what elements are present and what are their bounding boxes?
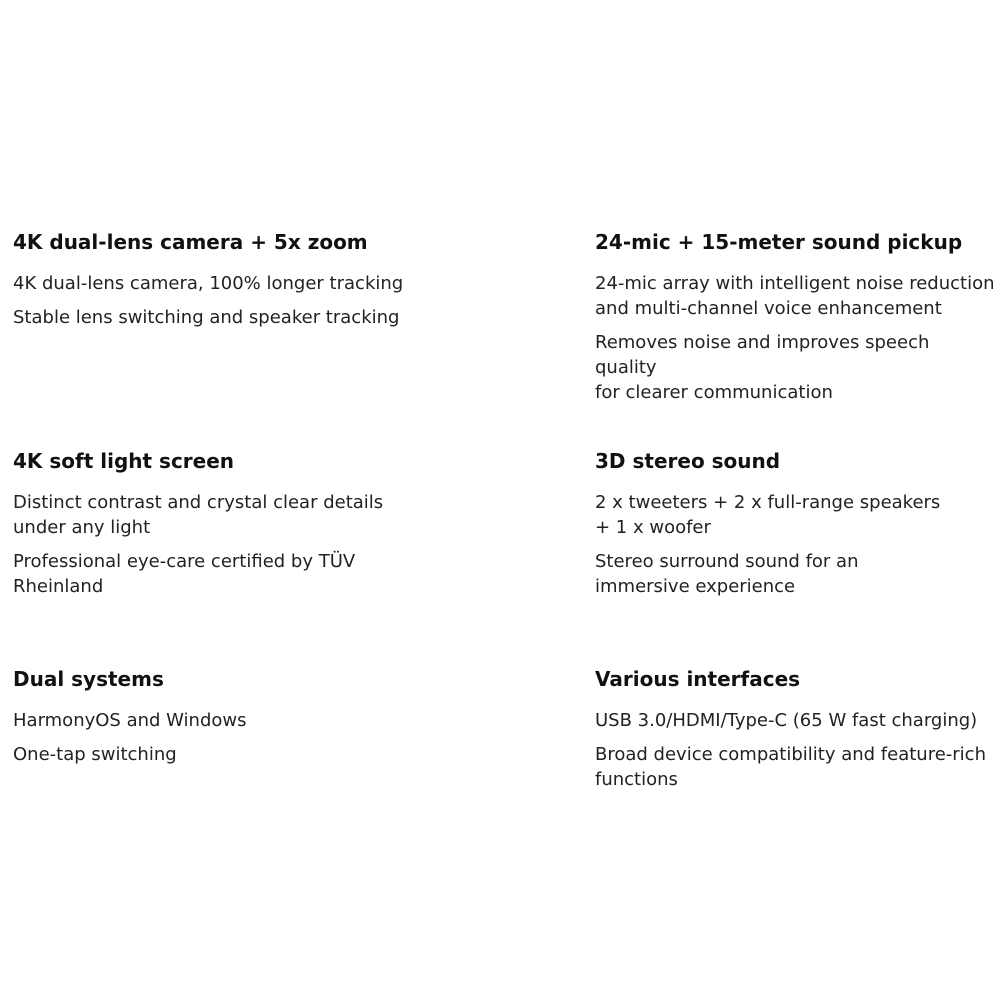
feature-description: 24-mic array with intelligent noise reduction and multi-channel voice enhancement	[595, 273, 995, 319]
feature-stereo-sound	[595, 448, 995, 608]
feature-title: 3D stereo sound	[595, 449, 781, 473]
feature-dual-systems	[13, 666, 453, 776]
feature-description: HarmonyOS and Windows	[13, 710, 247, 731]
feature-title: 4K soft light screen	[13, 449, 235, 473]
feature-description: 2 x tweeters + 2 x full-range speakers + 1 x woofer	[595, 492, 941, 538]
feature-title: 4K dual-lens camera + 5x zoom	[13, 230, 368, 254]
feature-title: Dual systems	[13, 667, 164, 691]
feature-title: 24-mic + 15-meter sound pickup	[595, 230, 963, 254]
feature-title: Various interfaces	[595, 667, 801, 691]
feature-camera	[13, 229, 453, 339]
feature-description: Distinct contrast and crystal clear details under any light	[13, 492, 384, 538]
feature-screen	[13, 448, 453, 608]
feature-description: 4K dual-lens camera, 100% longer tracking	[13, 273, 404, 294]
feature-description: Professional eye-care certified by TÜV Rheinland	[13, 551, 356, 597]
feature-description: USB 3.0/HDMI/Type-C (65 W fast charging)	[595, 710, 978, 731]
feature-sound-pickup	[595, 229, 995, 414]
feature-description: Broad device compatibility and feature-rich functions	[595, 744, 986, 790]
feature-interfaces	[595, 666, 995, 801]
feature-description: Stereo surround sound for an immersive experience	[595, 551, 859, 597]
feature-description: One-tap switching	[13, 744, 177, 765]
feature-description: Stable lens switching and speaker tracking	[13, 307, 400, 328]
feature-description: Removes noise and improves speech quality for clearer communication	[595, 332, 930, 403]
